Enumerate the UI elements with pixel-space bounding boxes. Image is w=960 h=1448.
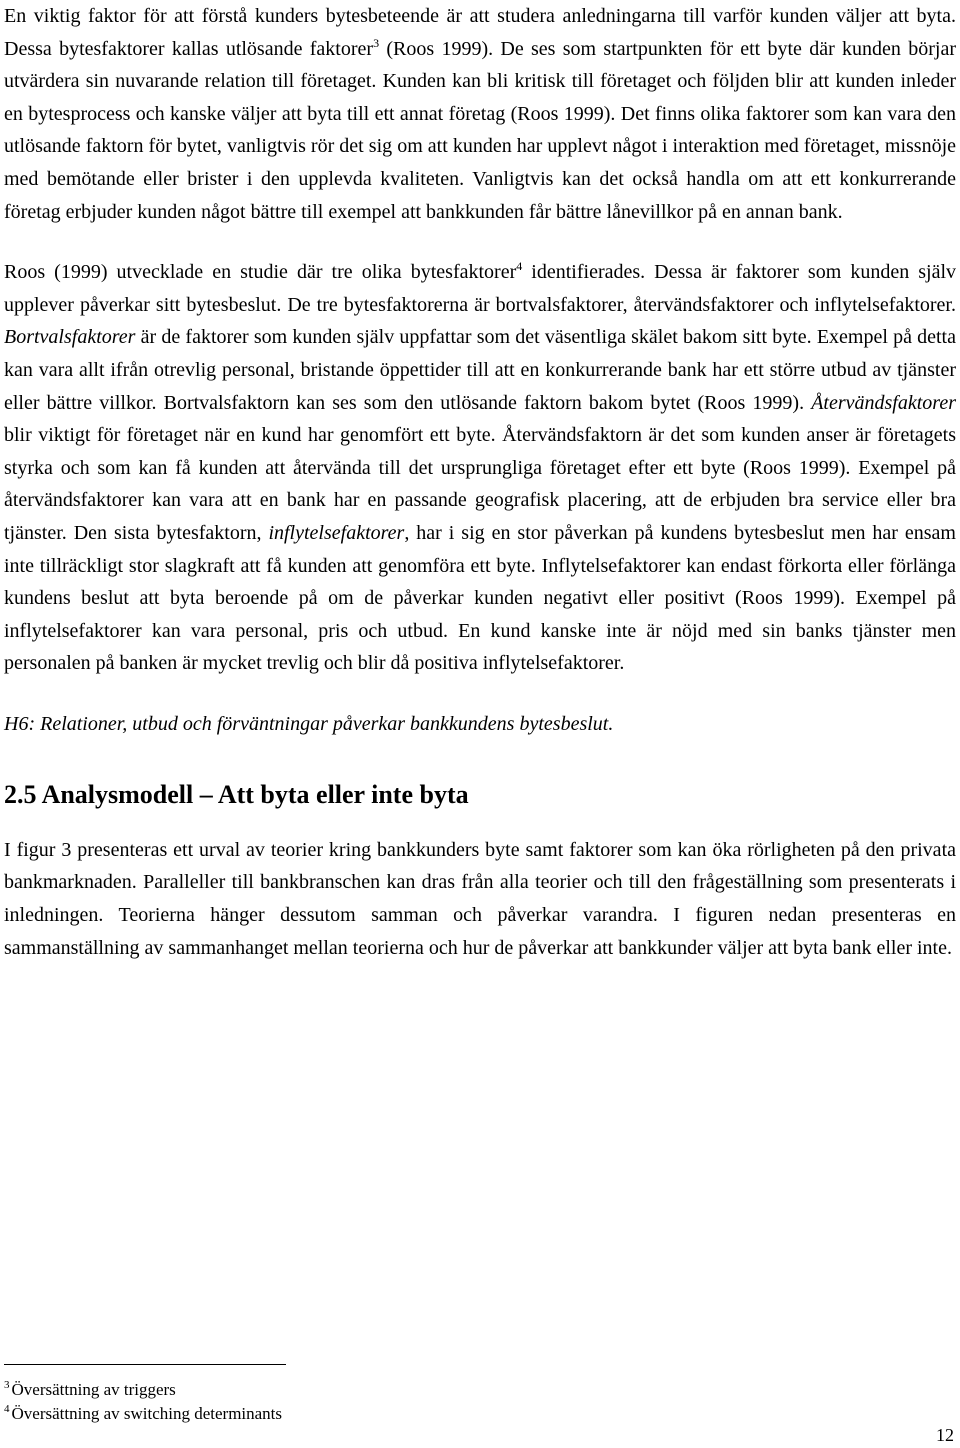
footnote-reference[interactable]: 4 (516, 259, 523, 274)
term-bortvalsfaktorer: Bortvalsfaktorer (4, 326, 136, 349)
term-atervandsfaktorer: Återvändsfaktorer (811, 391, 956, 414)
footnote-item (4, 1402, 604, 1426)
footnote-number: 3 (4, 1379, 10, 1391)
paragraph-text: Roos (1999) utvecklade en studie där tre olika bytesfaktorer (4, 261, 517, 284)
page-number: 12 (936, 1425, 954, 1445)
footnote-text: Översättning av switching determinants (11, 1404, 283, 1423)
section-heading: 2.5 Analysmodell – Att byta eller inte byta (4, 779, 469, 809)
footnote-reference[interactable]: 3 (373, 35, 380, 50)
document-page (4, 0, 956, 964)
paragraph-text: blir viktigt för företaget när en kund har genomfört ett byte. Återvändsfaktorn är det som kunden anser är företagets styrka och som kan få kunden att återvända till det ursprungliga företaget efter ett byte (Roos 1999). Exempel på återvändsfaktorer kan vara att en bank har en passande geografisk placering, att de erbjuden bra service eller bra tjänster. Den sista bytesfaktorn, (4, 424, 956, 544)
paragraph-analysmodell: I figur 3 presenteras ett urval av teorier kring bankkunders byte samt faktorer som kan öka rörligheten på den privata bankmarknaden. Paralleller till bankbranschen kan dras från alla teorier och till den frågeställning som presenterats i inledningen. Teorierna hänger dessutom samman och påverkar varandra. I figuren nedan presenteras en sammanställning av sammanhanget mellan teorierna och hur de påverkar att bankkunder väljer att byta bank eller inte. (4, 838, 956, 959)
paragraph-bytesfaktorer (4, 256, 956, 680)
paragraph-text: är de faktorer som kunden själv uppfattar som det väsentliga skälet bakom sitt byte. Exempel på detta kan vara allt ifrån otrevlig personal, bristande öppettider till att en konkurrerande bank har ett större utbud av tjänster eller bättre villkor. Bortvalsfaktorn kan ses som den utlösande faktorn bakom bytet (Roos 1999). (4, 326, 956, 414)
footnote-number: 4 (4, 1403, 10, 1415)
paragraph-text: En viktig faktor för att förstå kunders bytesbeteende är att studera anledningarna till varför kunden väljer att byta. Dessa bytesfaktorer kallas utlösande faktorer (4, 5, 956, 60)
paragraph-text: , har i sig en stor påverkan på kundens bytesbeslut men har ensam inte tillräckligt stor slagkraft att få kunden att genomföra ett byte. Inflytelsefaktorer kan endast förkorta eller förlänga kundens beslut att byta beroende på om de påverkar kunden negativt eller positivt (Roos 1999). Exempel på inflytelsefaktorer kan vara personal, pris och utbud. En kund kanske inte är nöjd med sin banks tjänster men personalen på banken är mycket trevlig och blir då positiva inflytelsefaktorer. (4, 521, 956, 675)
footnote-item (4, 1378, 604, 1402)
term-inflytelsefaktorer: inflytelsefaktorer (268, 521, 405, 544)
paragraph-text: identifierades. Dessa är faktorer som kunden själv upplever påverkar sitt bytesbeslut. De tre bytesfaktorerna är bortvalsfaktorer, återvändsfaktorer och inflytelsefaktorer. (4, 261, 957, 316)
footnotes (4, 1378, 604, 1426)
footnote-divider (4, 1364, 286, 1365)
paragraph-utlosande-faktorer (4, 0, 956, 228)
footnote-text: Översättning av triggers (11, 1380, 176, 1399)
paragraph-text: (Roos 1999). De ses som startpunkten för ett byte där kunden börjar utvärdera sin nuvarande relation till företaget. Kunden kan bli kritisk till företaget och följden blir att kunden inleder en bytesprocess och kanske väljer att byta till ett annat företag (Roos 1999). Det finns olika faktorer som kan vara den utlösande faktorn för bytet, vanligtvis rör det sig om att kunden har upplevt något i interaktion med företaget, missnöje med bemötande eller brister i den upplevda kvaliteten. Vanligtvis kan det också handla om att ett konkurrerande företag erbjuder kunden något bättre till exempel att bankkunden får bättre lånevillkor på en annan bank. (4, 37, 956, 223)
hypothesis-h6: H6: Relationer, utbud och förväntningar påverkar bankkundens bytesbeslut. (4, 712, 614, 735)
